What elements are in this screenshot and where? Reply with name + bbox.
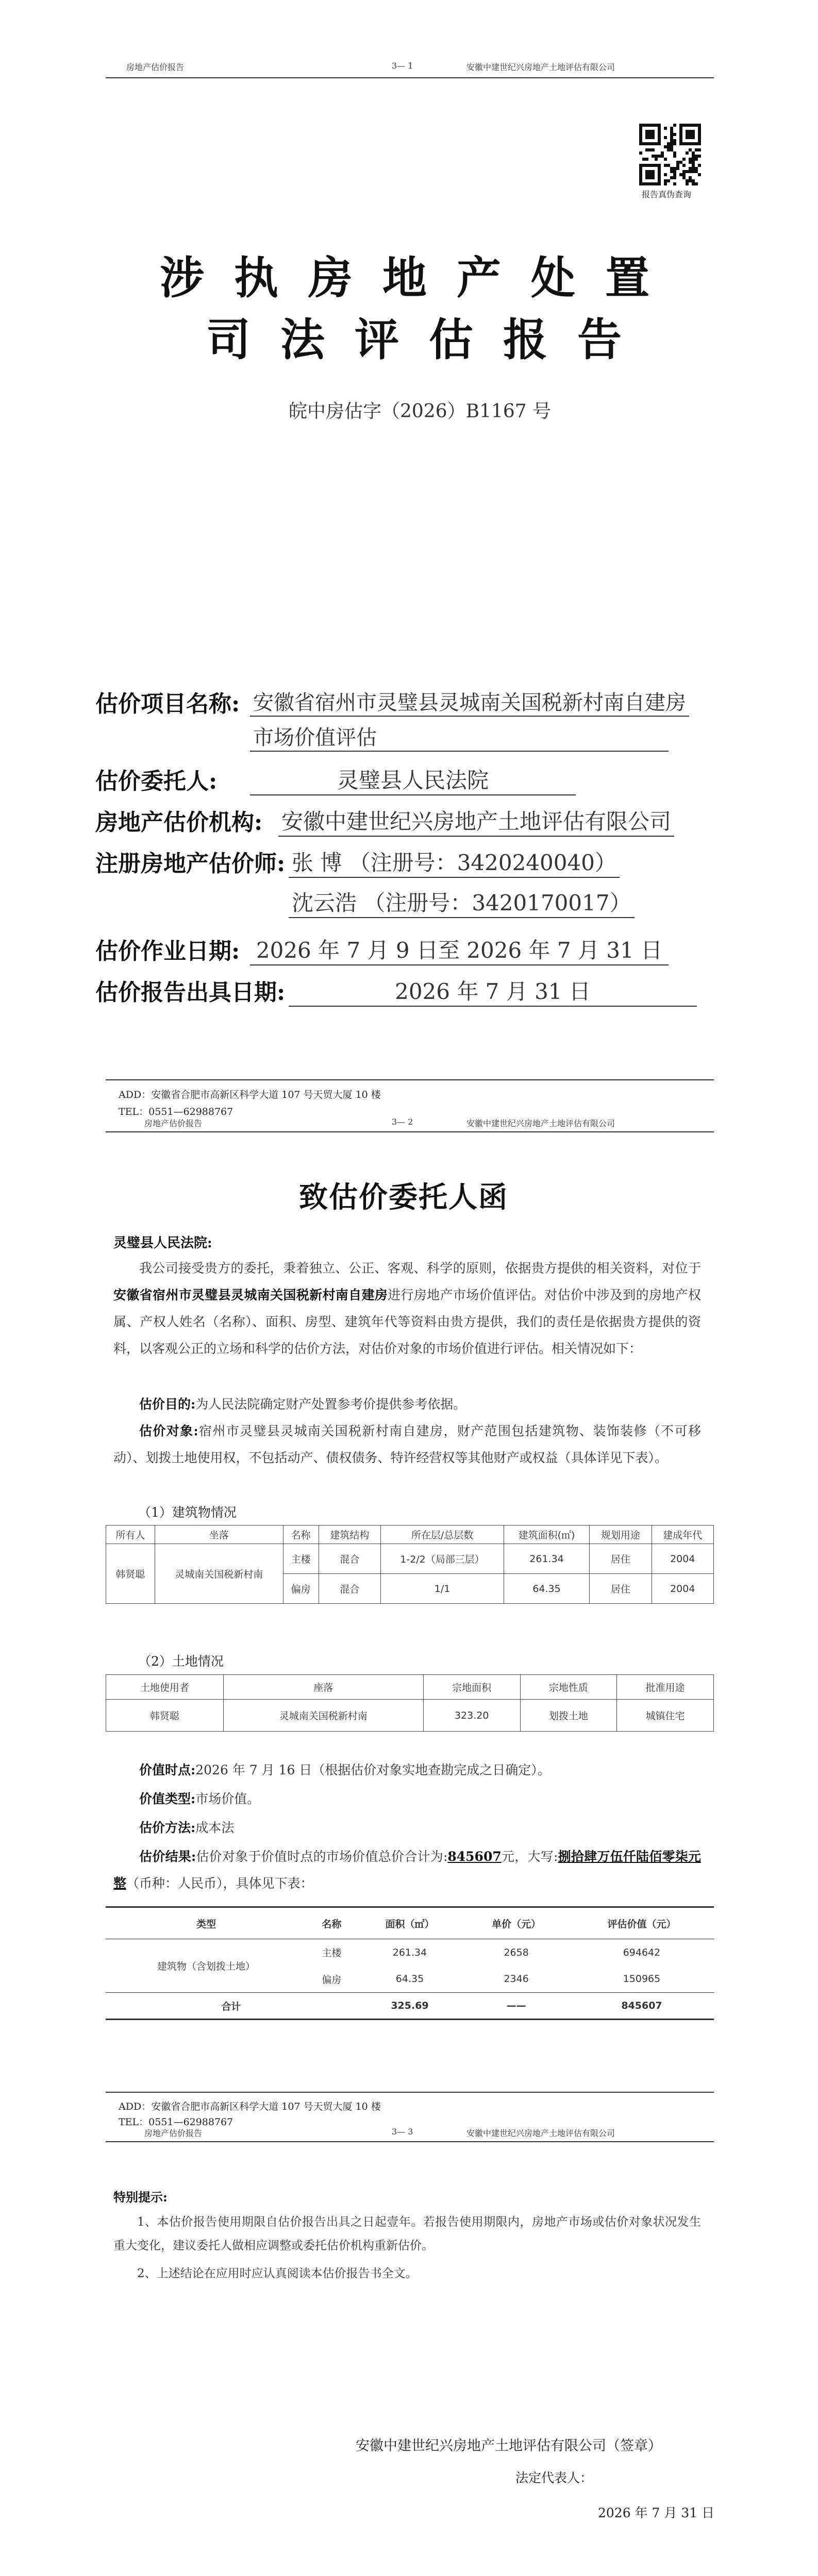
signature-company: 安徽中建世纪兴房地产土地评估有限公司（签章）	[356, 2438, 662, 2454]
qr-module	[698, 164, 701, 167]
notes-title: 特别提示:	[113, 2190, 168, 2205]
table-cell: 64.35	[395, 1973, 424, 1985]
running-header-right: 安徽中建世纪兴房地产土地评估有限公司	[466, 2128, 615, 2138]
table-header-cell: 所有人	[106, 1526, 155, 1544]
table-header-cell: 规划用途	[590, 1526, 652, 1544]
table-header-cell: 所在层/总层数	[381, 1526, 504, 1544]
qr-module	[664, 182, 667, 185]
footer-rule	[106, 2092, 714, 2093]
letter-intro: 我公司接受贵方的委托，秉着独立、公正、客观、科学的原则，依据贵方提供的相关资料，对位于安徽省宿州市灵璧县灵城南关国税新村南自建房进行房地产市场价值评估。对估价中涉及到的房地产权属、产权人姓名（名称）、面积、房型、建筑年代等资料由贵方提供，我们的责任是依据贵方提供的资料，以客观公正的立场和科学的估价方法，对估价对象的市场价值进行评估。相关情况如下：	[113, 1261, 701, 1356]
qr-module	[667, 179, 670, 182]
project-value-line2: 市场价值评估	[250, 721, 669, 752]
table-cell: 混合	[319, 1574, 380, 1604]
qr-module	[686, 182, 689, 185]
note-1: 1、本估价报告使用期限自估价报告出具之日起壹年。若报告使用期限内，房地产市场或估价对象状况发生重大变化，建议委托人做相应调整或委托估价机构重新估价。	[113, 2215, 701, 2252]
footer-address: ADD：安徽省合肥市高新区科学大道 107 号天贸大厦 10 楼	[119, 2101, 381, 2112]
land-table	[106, 1674, 714, 1732]
qr-module	[698, 148, 701, 151]
footer-address: ADD：安徽省合肥市高新区科学大道 107 号天贸大厦 10 楼	[119, 1089, 381, 1100]
appraiser-2: 沈云浩 （注册号：3420170017）	[289, 886, 635, 918]
building-table	[106, 1525, 714, 1604]
running-header-left: 房地产估价报告	[144, 1118, 203, 1128]
qr-module	[698, 155, 701, 158]
qr-module	[673, 176, 676, 179]
result-total: 845607	[447, 1849, 502, 1864]
qr-module	[652, 148, 655, 151]
appraiser-1: 张 博 （注册号：3420240040）	[289, 846, 620, 878]
qr-module	[695, 158, 698, 161]
qr-module	[639, 151, 642, 155]
table-header-cell: 单价（元）	[463, 1907, 570, 1939]
table-cell: 2004	[652, 1574, 713, 1604]
running-header-page: 3— 1	[392, 61, 413, 71]
report-number: 皖中房估字（2026）B1167 号	[289, 401, 552, 422]
table-cell: 居住	[590, 1544, 652, 1574]
qr-module	[673, 133, 676, 136]
table-header-cell: 面积（㎡）	[357, 1907, 463, 1939]
land-heading: （2）土地情况	[138, 1654, 224, 1669]
result-line: 估价结果:估价对象于价值时点的市场价值总价合计为:845607元，大写:捌拾肆万伍仟陆佰零柒元整（币种：人民币），具体见下表：	[113, 1849, 701, 1891]
issue-date-label: 估价报告出具日期:	[95, 979, 286, 1006]
table-header-cell: 建筑面积(㎡)	[504, 1526, 589, 1544]
value-type-line: 价值类型:市场价值。	[139, 1791, 260, 1806]
cover-title-line2: 司法评估报告	[206, 314, 652, 366]
value-table	[106, 1906, 714, 2020]
work-date-value: 2026 年 7 月 9 日至 2026 年 7 月 31 日	[250, 934, 669, 965]
client-value: 灵璧县人民法院	[250, 764, 576, 795]
table-cell: 偏房	[322, 1974, 342, 1986]
qr-module	[664, 127, 667, 130]
qr-module	[664, 136, 667, 139]
running-header-left: 房地产估价报告	[144, 2128, 203, 2138]
table-cell: 1-2/2（局部三层）	[381, 1544, 504, 1574]
table-header-cell: 评估价值（元）	[570, 1907, 714, 1939]
footer-tel: TEL：0551—62988767	[119, 2116, 233, 2128]
table-header-row	[106, 1907, 714, 1939]
value-date-line: 价值时点:2026 年 7 月 16 日（根据估价对象实地查勘完成之日确定）。	[139, 1762, 550, 1777]
table-cell: 建筑物（含划拨土地）	[157, 1961, 256, 1972]
table-cell: 合计	[106, 1993, 357, 2020]
table-header-cell: 座落	[223, 1675, 423, 1700]
qr-module	[695, 182, 698, 185]
running-header-right: 安徽中建世纪兴房地产土地评估有限公司	[466, 62, 615, 72]
qr-module	[664, 158, 667, 161]
qr-module	[676, 167, 679, 170]
result-upper: 捌拾肆万伍仟陆佰零柒元整	[113, 1849, 701, 1891]
signature-date: 2026 年 7 月 31 日	[598, 2505, 715, 2520]
table-cell: 划拨土地	[520, 1700, 617, 1732]
qr-module	[698, 173, 701, 176]
table-cell: 64.35	[504, 1574, 589, 1604]
table-row	[106, 1700, 714, 1732]
table-cell: 2658	[504, 1946, 529, 1958]
running-header-page: 3— 3	[392, 2127, 413, 2137]
table-header-cell: 坐落	[155, 1526, 283, 1544]
verify-note	[407, 2572, 670, 2576]
table-cell: 2004	[652, 1544, 713, 1574]
table-cell: 845607	[570, 1993, 714, 2020]
table-header-cell: 建筑结构	[319, 1526, 380, 1544]
method-line: 估价方法:成本法	[139, 1820, 235, 1835]
table-total-row	[106, 1993, 714, 2020]
qr-module	[673, 142, 676, 145]
letter-salutation: 灵璧县人民法院:	[113, 1235, 212, 1251]
table-header-row	[106, 1526, 714, 1544]
table-header-cell: 名称	[283, 1526, 319, 1544]
table-cell: 主楼	[283, 1544, 319, 1574]
table-cell: 主楼	[322, 1947, 342, 1959]
building-heading: （1）建筑物情况	[138, 1505, 237, 1520]
table-cell: 261.34	[392, 1946, 427, 1958]
property-location: 安徽省宿州市灵璧县灵城南关国税新村南自建房	[113, 1287, 388, 1302]
letter-title: 致估价委托人函	[299, 1180, 508, 1214]
qr-code[interactable]	[639, 124, 701, 185]
table-row	[106, 1939, 714, 1966]
running-header-page: 3— 2	[392, 1117, 413, 1127]
table-header-cell: 宗地面积	[423, 1675, 520, 1700]
qr-module	[673, 182, 676, 185]
qr-module	[652, 176, 655, 179]
table-cell: 灵城南关国税新村南	[223, 1700, 423, 1732]
qr-module	[698, 142, 701, 145]
note-2: 2、上述结论在应用时应认真阅读本估价报告书全文。	[137, 2267, 418, 2280]
running-header-right: 安徽中建世纪兴房地产土地评估有限公司	[466, 1118, 615, 1128]
footer-tel: TEL：0551—62988767	[119, 1106, 233, 1117]
object-line: 估价对象:宿州市灵璧县灵城南关国税新村南自建房，财产范围包括建筑物、装饰装修（不可移动）、划拨土地使用权，不包括动产、债权债务、特许经营权等其他财产或权益（具体详见下表）。	[113, 1423, 701, 1465]
table-header-cell: 类型	[106, 1907, 307, 1939]
header-rule	[106, 77, 714, 78]
qr-module	[686, 151, 689, 155]
table-cell: 韩贤聪	[106, 1544, 155, 1604]
cover-title-line1: 涉执房地产处置	[160, 252, 679, 304]
table-cell: 2346	[504, 1973, 529, 1985]
client-label: 估价委托人:	[95, 768, 218, 794]
agency-label: 房地产估价机构:	[95, 809, 263, 836]
table-header-cell: 宗地性质	[520, 1675, 617, 1700]
table-cell: 1/1	[381, 1574, 504, 1604]
appraiser-label: 注册房地产估价师:	[95, 851, 286, 877]
table-cell: 居住	[590, 1574, 652, 1604]
table-cell: 325.69	[357, 1993, 463, 2020]
qr-module	[658, 182, 661, 185]
qr-module	[682, 158, 686, 161]
table-header-row	[106, 1675, 714, 1700]
footer-rule	[106, 1079, 714, 1080]
qr-module	[658, 142, 661, 145]
running-header-left: 房地产估价报告	[126, 62, 185, 72]
project-label: 估价项目名称:	[95, 691, 240, 717]
table-cell: 混合	[319, 1544, 380, 1574]
table-header-cell: 建成年代	[652, 1526, 713, 1544]
qr-module	[655, 158, 658, 161]
header-rule	[106, 2141, 714, 2142]
table-cell: 150965	[623, 1973, 661, 1985]
qr-module	[682, 164, 686, 167]
table-header-cell: 名称	[307, 1907, 357, 1939]
header-rule	[106, 1131, 714, 1132]
work-date-label: 估价作业日期:	[95, 938, 240, 964]
agency-value: 安徽中建世纪兴房地产土地评估有限公司	[278, 805, 674, 837]
table-cell: 261.34	[504, 1544, 589, 1574]
table-cell: 323.20	[423, 1700, 520, 1732]
qr-module	[664, 173, 667, 176]
project-value-line1: 安徽省宿州市灵璧县灵城南关国税新村南自建房	[250, 686, 689, 717]
table-cell: 694642	[623, 1946, 661, 1958]
table-header-cell: 批准用途	[617, 1675, 714, 1700]
qr-module	[673, 124, 676, 127]
qr-module	[652, 136, 655, 139]
table-header-cell: 土地使用者	[106, 1675, 224, 1700]
table-row	[106, 1544, 714, 1574]
table-cell: 城镇住宅	[617, 1700, 714, 1732]
qr-caption: 报告真伪查询	[642, 190, 692, 199]
purpose-line: 估价目的:为人民法院确定财产处置参考价提供参考依据。	[139, 1397, 466, 1412]
table-cell: 偏房	[283, 1574, 319, 1604]
table-cell: 灵城南关国税新村南	[155, 1544, 283, 1604]
qr-module	[692, 136, 695, 139]
table-cell: 韩贤聪	[106, 1700, 224, 1732]
qr-module	[645, 158, 648, 161]
qr-module	[673, 155, 676, 158]
table-cell: ——	[463, 1993, 570, 2020]
issue-date-value: 2026 年 7 月 31 日	[289, 975, 697, 1007]
signature-rep: 法定代表人：	[515, 2470, 593, 2485]
